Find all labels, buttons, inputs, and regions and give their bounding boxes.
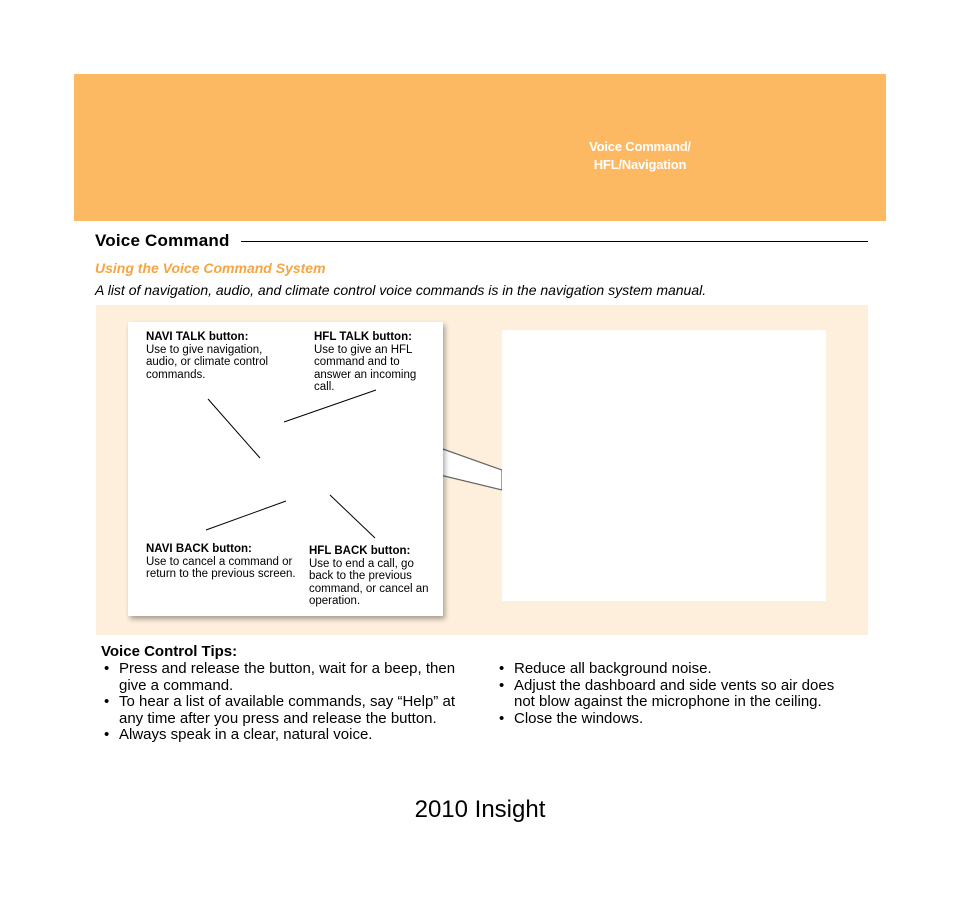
- list-item: [99, 727, 464, 744]
- bullet: •: [104, 726, 110, 743]
- callout-description: Use to give an HFL command and to answer an incoming call.: [314, 343, 417, 393]
- leader-line-navi-talk: [208, 399, 260, 458]
- footer-title: 2010 Insight: [414, 796, 546, 823]
- callout-description: Use to cancel a command or return to the previous screen.: [146, 555, 296, 580]
- bullet: •: [104, 660, 110, 677]
- section-title: Voice Command: [95, 231, 230, 250]
- callout-navi-back: [146, 543, 302, 581]
- list-item: [99, 661, 464, 694]
- list-item: [494, 711, 854, 728]
- tip-text: Close the windows.: [514, 709, 644, 727]
- tips-list-left: [99, 661, 464, 744]
- list-item: [494, 661, 854, 678]
- callout-description: Use to give navigation, audio, or climate control commands.: [146, 343, 269, 381]
- callout-title: HFL TALK button:: [314, 331, 412, 343]
- tip-text: Always speak in a clear, natural voice.: [119, 726, 373, 743]
- list-item: [494, 678, 854, 711]
- callout-description: Use to end a call, go back to the previous command, or cancel an operation.: [309, 557, 429, 607]
- bullet: •: [499, 709, 505, 727]
- tip-text: Adjust the dashboard and side vents so air does not blow against the microphone in the ceiling.: [514, 676, 835, 710]
- callout-hfl-back: [309, 545, 435, 608]
- list-item: [99, 694, 464, 727]
- leader-line-navi-back: [206, 501, 286, 530]
- header-title-line2: HFL/Navigation: [593, 157, 687, 172]
- tip-text: To hear a list of available commands, say “Help” at any time after you press and release the button.: [119, 693, 455, 727]
- callout-title: NAVI TALK button:: [146, 331, 249, 343]
- bullet: •: [499, 660, 505, 677]
- leader-line-hfl-back: [330, 495, 375, 538]
- tip-text: Reduce all background noise.: [514, 660, 712, 677]
- intro-text: A list of navigation, audio, and climate control voice commands is in the navigation system manual.: [95, 282, 707, 298]
- tip-text: Press and release the button, wait for a beep, then give a command.: [119, 660, 456, 694]
- leader-line-hfl-talk: [284, 390, 376, 422]
- header-title-line1: Voice Command/: [589, 139, 691, 154]
- callout-title: HFL BACK button:: [309, 545, 411, 557]
- bullet: •: [499, 676, 505, 694]
- bullet: •: [104, 693, 110, 710]
- callout-title: NAVI BACK button:: [146, 543, 252, 555]
- callout-navi-talk: [146, 331, 296, 381]
- callout-hfl-talk: [314, 331, 438, 394]
- subheading: Using the Voice Command System: [95, 260, 326, 276]
- tips-list-right: [494, 661, 854, 727]
- tips-heading: Voice Control Tips:: [101, 643, 238, 660]
